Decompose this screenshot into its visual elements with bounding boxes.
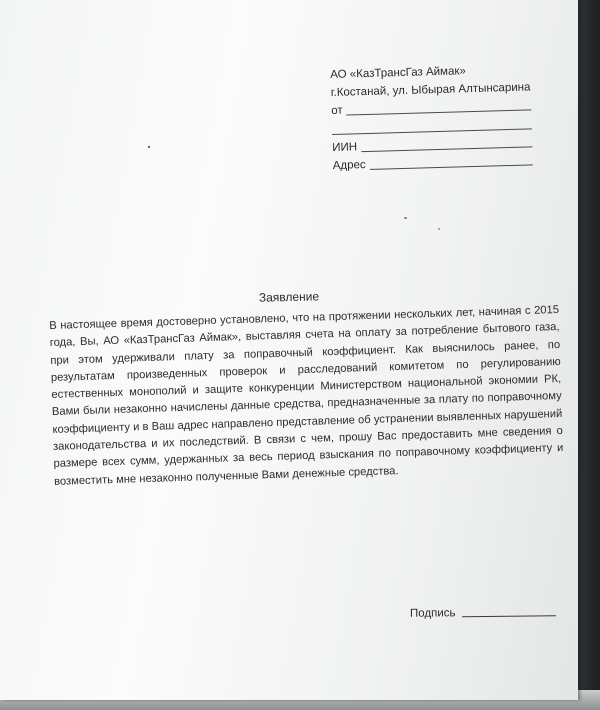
addressee-block [330, 60, 533, 175]
signature-field [410, 606, 556, 620]
paper-speck [148, 146, 150, 148]
document-body: В настоящее время достоверно установлено, что на протяжении нескольких лет, начиная с 2015 года, Вы, АО «КазТрансГаз Аймак», выставляя счета на оплату за потребление бытового газа, при этом удерживали плату за поправочный коэффициент. Как выяснилось ранее, по результатам произведенных проверок и расследований комитетом по регулированию естественных монополий и защите конкуренции Министерством национальной экономии РК, Вами были незаконно начислены данные средства, предназначенные за плату по поправочному коэффициенту и в Ваш адрес направлено представление об устранении выявленных нарушений законодательства и их последствий. В связи с чем, прошу Вас предоставить мне сведения о размере всех сумм, удержанных за весь период взыскания по поправочному коэффициенту и возместить мне незаконно полученные Вами денежные средства. [49, 303, 564, 488]
recipient-name: АО «КазТрансГаз Аймак» [330, 65, 466, 81]
document-title: Заявление [258, 289, 320, 305]
from-label: от [331, 104, 343, 117]
iin-label: ИИН [332, 141, 358, 154]
address-label: Адрес [332, 159, 366, 172]
paper-speck [438, 228, 440, 230]
recipient-address: г.Костанай, ул. Ыбырая Алтынсарина [330, 81, 531, 99]
paper-speck [404, 217, 407, 219]
signature-label: Подпись [409, 607, 456, 620]
address-underline [370, 164, 533, 170]
signature-underline [462, 615, 556, 617]
